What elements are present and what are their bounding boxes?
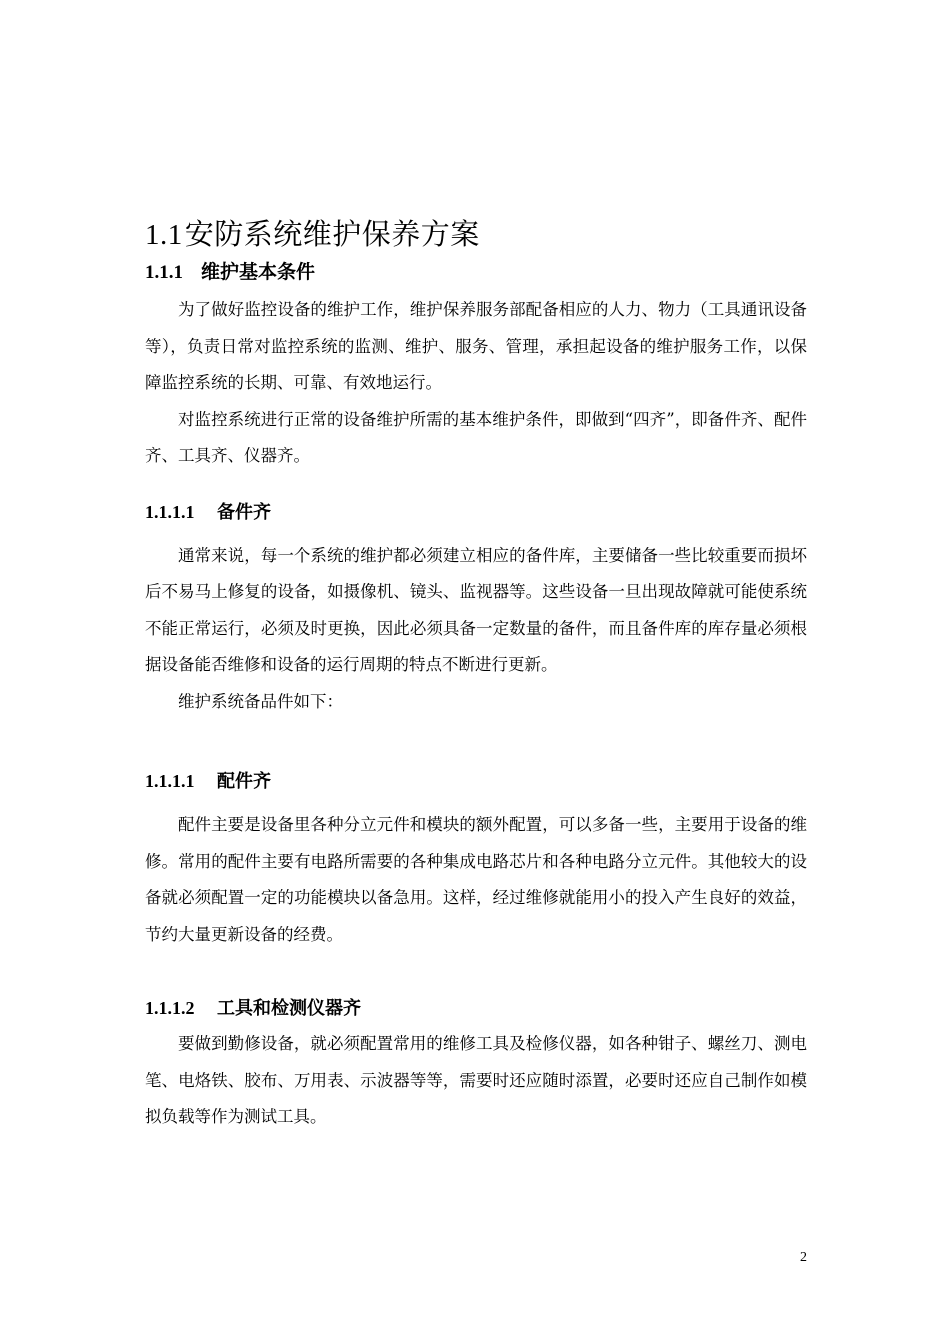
paragraph: 通常来说，每一个系统的维护都必须建立相应的备件库，主要储备一些比较重要而损坏后不易马上修复的设备，如摄像机、镜头、监视器等。这些设备一旦出现故障就可能使系统不能正常运行，必须及时更换，因此必须具备一定数量的备件，而且备件库的库存量必须根据设备能否维修和设备的运行周期的特点不断进行更新。 [145, 545, 807, 674]
subsubsection-number: 1.1.1.1 [145, 501, 195, 522]
subsubsection-heading-accessories [145, 764, 807, 799]
paragraph: 对监控系统进行正常的设备维护所需的基本维护条件，即做到“四齐”，即备件齐、配件齐、工具齐、仪器齐。 [145, 409, 807, 465]
page-number: 2 [800, 1250, 807, 1265]
subsection-heading [145, 257, 807, 288]
subsubsection-title: 配件齐 [217, 771, 271, 792]
section-heading [145, 212, 807, 257]
subsubsection-heading-spare-parts [145, 495, 807, 530]
subsubsection-title: 备件齐 [217, 501, 271, 523]
subsection-number: 1.1.1 [145, 262, 183, 283]
page-content [145, 212, 807, 1136]
paragraph: 为了做好监控设备的维护工作，维护保养服务部配备相应的人力、物力（工具通讯设备等），负责日常对监控系统的监测、维护、服务、管理，承担起设备的维护服务工作，以保障监控系统的长期、可靠、有效地运行。 [145, 300, 807, 392]
section-number: 1.1 [145, 219, 183, 251]
subsubsection-number: 1.1.1.1 [145, 771, 195, 791]
paragraph: 配件主要是设备里各种分立元件和模块的额外配置，可以多备一些，主要用于设备的维修。常用的配件主要有电路所需要的各种集成电路芯片和各种电路分立元件。其他较大的设备就必须配置一定的功能模块以备急用。这样，经过维修就能用小的投入产生良好的效益，节约大量更新设备的经费。 [145, 815, 807, 944]
subsection-title: 维护基本条件 [201, 261, 316, 283]
paragraph: 要做到勤修设备，就必须配置常用的维修工具及检修仪器，如各种钳子、螺丝刀、测电笔、电烙铁、胶布、万用表、示波器等等，需要时还应随时添置，必要时还应自己制作如模拟负载等作为测试工具。 [145, 1034, 807, 1126]
paragraph: 维护系统备品件如下： [178, 691, 343, 711]
section-title: 安防系统维护保养方案 [184, 217, 480, 251]
subsubsection-number: 1.1.1.2 [145, 998, 195, 1018]
subsubsection-title: 工具和检测仪器齐 [217, 998, 361, 1019]
subsubsection-heading-tools [145, 991, 807, 1026]
